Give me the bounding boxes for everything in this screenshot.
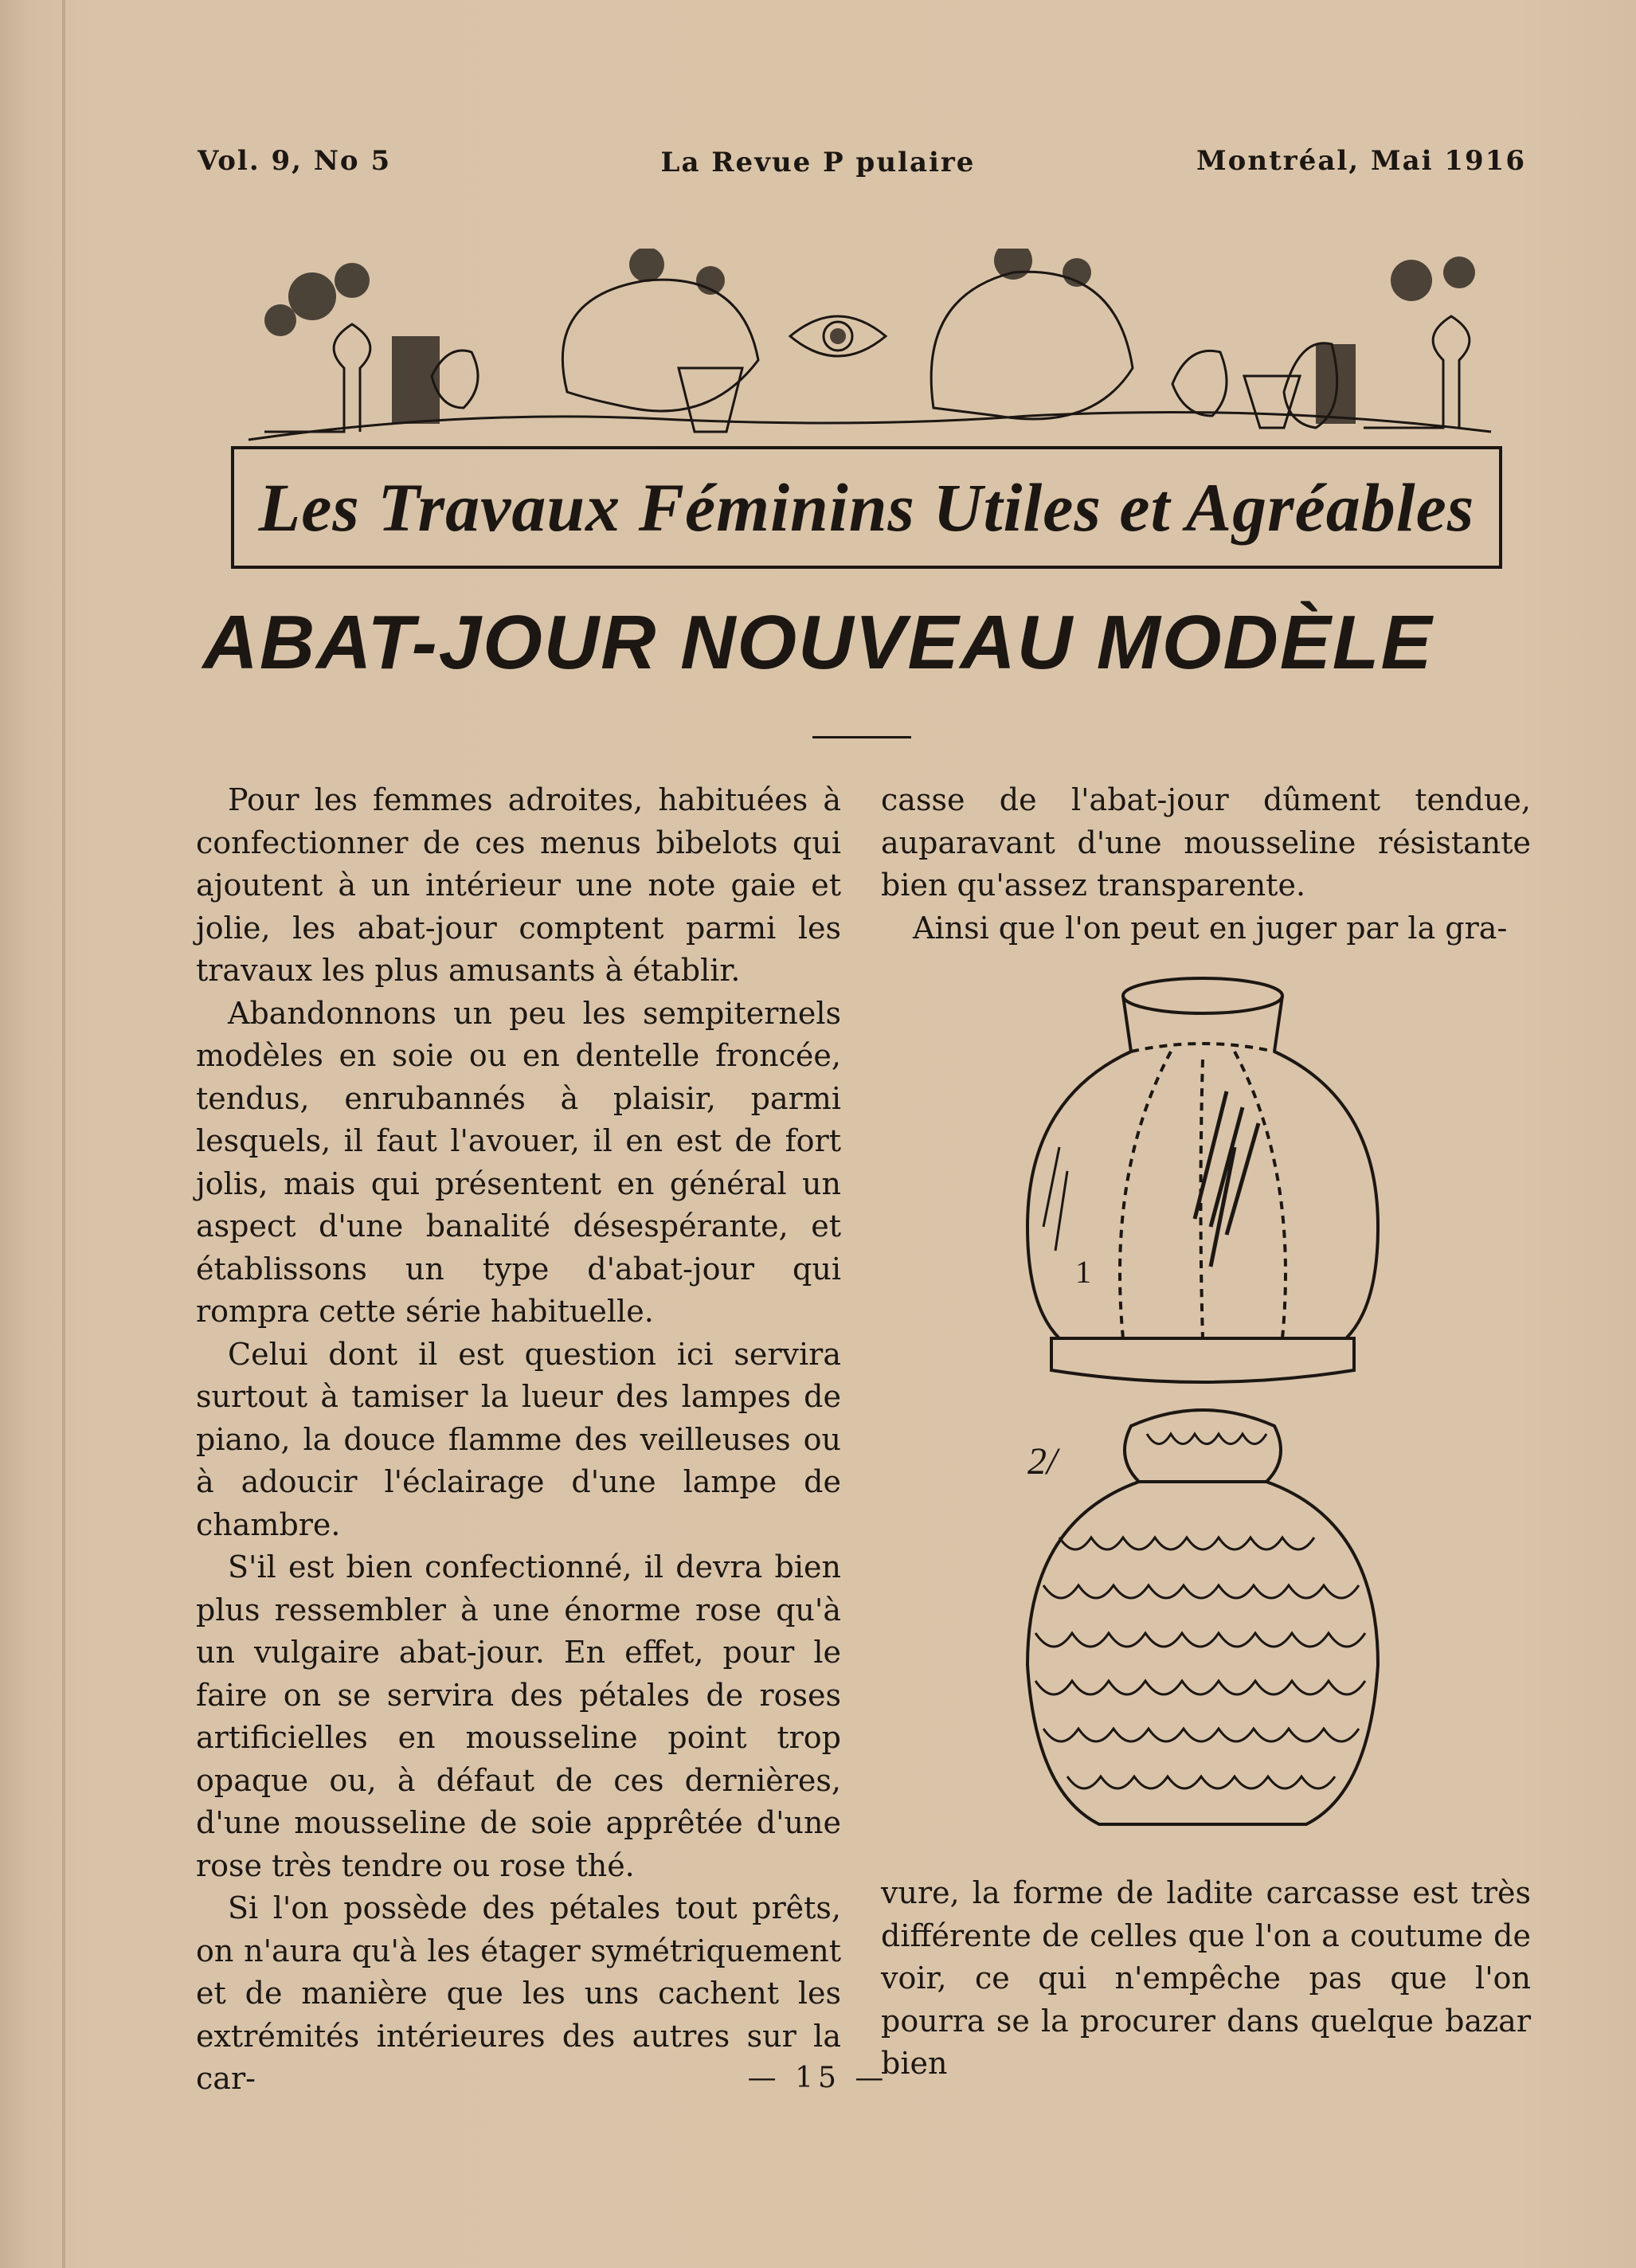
paragraph: Si l'on possède des pétales tout prêts, on n'aura qu'à les étager symétriquement et de manière que les uns cachent les extrémités intérieures des autres sur la car- — [196, 1890, 841, 2096]
section-title: Les Travaux Féminins Utiles et Agréables — [258, 469, 1475, 546]
paragraph: casse de l'abat-jour dûment tendue, auparavant d'une mousseline résistante bien qu'assez transparente. — [881, 782, 1531, 903]
headline-rule — [812, 736, 911, 738]
figure-label-2: 2/ — [1027, 1440, 1058, 1483]
paragraph: vure, la forme de ladite carcasse est très différente de celles que l'on a coutume de voir, ce qui n'empêche pas que l'on pourra se la procurer dans quelque bazar bien — [881, 1875, 1531, 2081]
paragraph: Ainsi que l'on peut en juger par la gra- — [913, 910, 1508, 946]
place-date: Montréal, Mai 1916 — [1196, 145, 1526, 177]
section-title-box — [231, 446, 1502, 569]
article-headline: ABAT-JOUR NOUVEAU MODÈLE — [202, 600, 1434, 685]
decorative-garden-banner — [233, 249, 1502, 456]
paragraph: Pour les femmes adroites, habituées à confectionner de ces menus bibelots qui ajoutent à un intérieur une note gaie et jolie, les abat-jour comptent parmi les travaux les plus amusants à établir. — [196, 782, 841, 988]
binding-edge — [62, 0, 65, 2268]
volume-number: Vol. 9, No 5 — [198, 145, 392, 177]
figure-label-1: 1 — [1075, 1254, 1091, 1290]
paragraph: Celui dont il est question ici servira surtout à tamiser la lueur des lampes de piano, la douce flamme des veilleuses ou à adoucir l'éclairage d'une lampe de chambre. — [196, 1336, 841, 1542]
left-column — [196, 779, 841, 2101]
paragraph: Abandonnons un peu les sempiternels modèles en soie ou en dentelle froncée, tendus, enrubannés à plaisir, parmi lesquels, il faut l'avouer, il en est de fort jolis, mais qui présentent en général un aspect d'une banalité désespérante, et établissons un type d'abat-jour qui rompra cette série habituelle. — [196, 995, 841, 1329]
right-column-bottom — [881, 1872, 1531, 2086]
paragraph: S'il est bien confectionné, il devra bien plus ressembler à une énorme rose qu'à un vulgaire abat-jour. En effet, pour le faire on se servira des pétales de roses artificielles en mousseline point trop opaque ou, à défaut de ces dernières, d'une mousseline de soie apprêtée d'une rose très tendre ou rose thé. — [196, 1549, 841, 1883]
right-column-top — [881, 779, 1531, 950]
lampshade-illustration — [1012, 964, 1394, 1856]
page-number: — 15 — — [747, 2062, 889, 2094]
magazine-name: La Revue P pulaire — [660, 147, 976, 178]
